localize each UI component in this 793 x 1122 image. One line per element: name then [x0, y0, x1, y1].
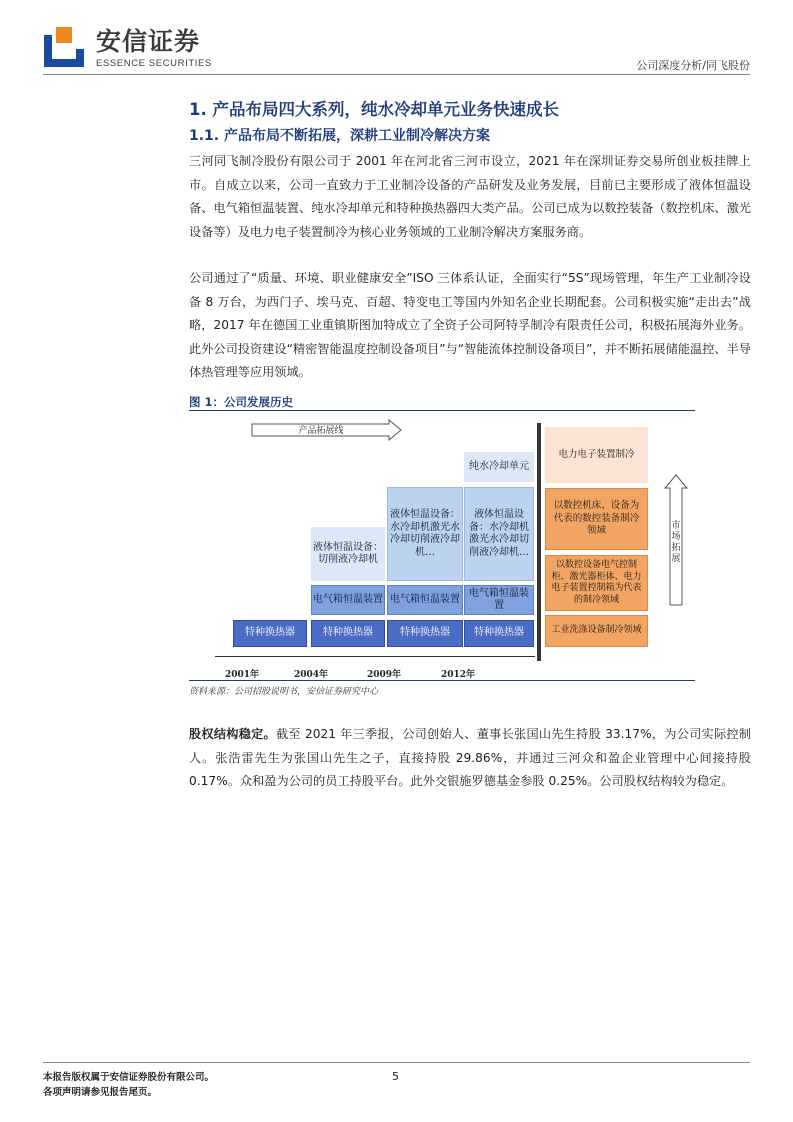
market-industrial-washing: 工业洗涤设备制冷领域	[545, 615, 648, 647]
col2-liquid-thermostat: 液体恒温设备：切削液冷却机	[311, 527, 385, 581]
col3-special-heat-exchanger: 特种换热器	[387, 620, 463, 647]
paragraph-company-intro: 三河同飞制冷股份有限公司于 2001 年在河北省三河市设立，2021 年在深圳证券交易所创业板挂牌上市。自成立以来，公司一直致力于工业制冷设备的产品研发及业务发展，目前已主要形成了液体恒温设备、电气箱恒温装置、纯水冷却单元和特种换热器四大类产品。公司已成为以数控装备（数控机床、激光设备等）及电力电子装置制冷为核心业务领域的工业制冷解决方案服务商。	[189, 154, 751, 239]
figure-bottom-rule	[189, 680, 695, 681]
col4-pure-water-cooling: 纯水冷却单元	[464, 452, 534, 482]
header-divider	[43, 74, 750, 75]
year-label-2012: 2012年	[441, 670, 476, 680]
timeline-axis	[215, 656, 535, 657]
year-label-2004: 2004年	[294, 670, 329, 680]
paragraph-equity-structure	[189, 723, 751, 794]
market-cnc-equipment: 以数控机床、设备为代表的数控装备制冷领域	[545, 488, 648, 550]
development-history-figure	[189, 411, 695, 680]
copyright-notice: 本报告版权属于安信证券股份有限公司。	[43, 1072, 215, 1083]
brand-name-en: ESSENCE SECURITIES	[96, 58, 212, 69]
footer-divider	[43, 1062, 750, 1063]
market-power-electronics: 电力电子装置制冷	[545, 427, 648, 483]
paragraph-certification: 公司通过了“质量、环境、职业健康安全”ISO 三体系认证，全面实行“5S”现场管理，年生产工业制冷设备 8 万台，为西门子、埃马克、百超、特变电工等国内外知名企业长期配套。公司积极实施“走出去”战略，2017 年在德国工业重镇斯图加特成立了全资子公司阿特孚制冷有限责任公司，积极拓展海外业务。此外公司投资建设“精密智能温度控制设备项目”与“智能流体控制设备项目”，并不断拓展储能温控、半导体热管理等应用领域。	[189, 271, 751, 379]
equity-body: 截至 2021 年三季报，公司创始人、董事长张国山先生持股 33.17%，为公司实际控制人。张浩雷先生为张国山先生之子，直接持股 29.86%，并通过三河众和盈企业管理中心间接持股 0.17%。众和盈为公司的员工持股平台。此外交银施罗德基金参股 0.25%。公司股权结构较为稳定。	[189, 727, 752, 788]
page-number: 5	[392, 1070, 399, 1083]
col1-special-heat-exchanger: 特种换热器	[233, 620, 307, 647]
document-type: 公司深度分析/同飞股份	[636, 59, 750, 72]
col4-cabinet-thermostat: 电气箱恒温装置	[464, 585, 534, 615]
figure-title: 图 1：公司发展历史	[189, 395, 294, 409]
subsection-title: 1.1. 产品布局不断拓展，深耕工业制冷解决方案	[189, 128, 490, 144]
col4-special-heat-exchanger: 特种换热器	[464, 620, 534, 647]
col2-special-heat-exchanger: 特种换热器	[311, 620, 385, 647]
equity-lead: 股权结构稳定。	[189, 727, 276, 741]
figure-separator	[537, 423, 541, 661]
col3-cabinet-thermostat: 电气箱恒温装置	[387, 585, 463, 615]
col3-liquid-thermostat: 液体恒温设备：水冷却机激光水冷却切削液冷却机…	[387, 487, 463, 581]
col2-cabinet-thermostat: 电气箱恒温装置	[311, 585, 385, 615]
market-arrow-label: 市场拓展	[671, 521, 681, 564]
expansion-arrow-label: 产品拓展线	[298, 426, 344, 436]
disclaimer-notice: 各项声明请参见报告尾页。	[43, 1087, 158, 1098]
brand-logo-icon	[44, 27, 84, 67]
section-title: 1. 产品布局四大系列，纯水冷却单元业务快速成长	[189, 100, 559, 119]
figure-source: 资料来源：公司招股说明书，安信证券研究中心	[189, 687, 379, 697]
market-control-cabinets: 以数控设备电气控制柜、激光器柜体、电力电子装置控制箱为代表的制冷领域	[545, 555, 648, 611]
brand-name-cn: 安信证券	[96, 27, 201, 56]
col4-liquid-thermostat: 液体恒温设备：水冷却机激光水冷却切削液冷却机…	[464, 487, 534, 581]
year-label-2009: 2009年	[367, 670, 402, 680]
year-label-2001: 2001年	[225, 670, 260, 680]
